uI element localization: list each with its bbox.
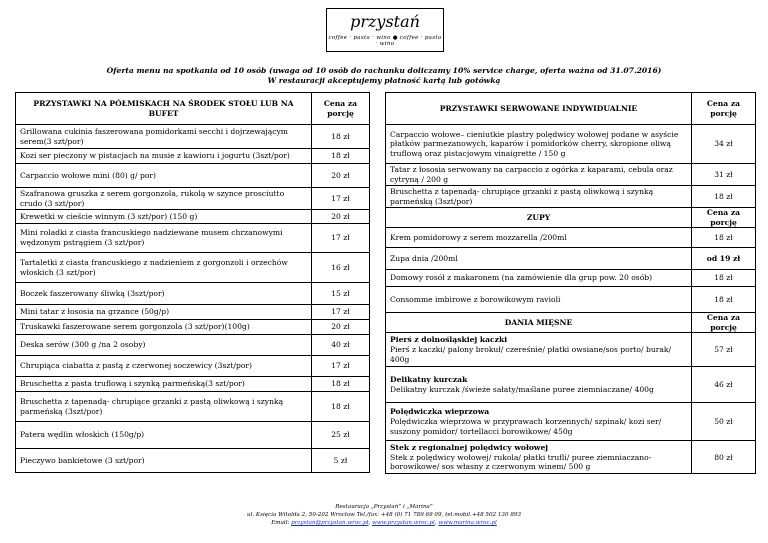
menu-item-name: Truskawki faszerowane serem gorgonzola (3 szt/por)(100g)	[16, 320, 312, 335]
menu-item-price: 17 zł	[312, 305, 370, 320]
left-section-header: PRZYSTAWKI NA PÓŁMISKACH NA ŚRODEK STOŁU LUB NA BUFET	[16, 93, 312, 125]
main-dish-title: Stek z regionalnej polędwicy wołowej	[390, 442, 549, 452]
main-dish-title: Delikatny kurczak	[390, 375, 468, 385]
menu-item-name: Boczek faszerowany śliwką (3szt/por)	[16, 283, 312, 305]
menu-item-price: 40 zł	[312, 335, 370, 356]
footer-contacts	[0, 520, 768, 527]
menu-item-name: Grillowana cukinia faszerowana pomidorkami secchi i dojrzewającym serem(3 szt/por)	[16, 125, 312, 149]
menu-item-name: Tartaletki z ciasta francuskiego z nadzieniem z gorgonzoli i orzechów włoskich (3 szt/por)	[16, 253, 312, 283]
footer-separator: ,	[368, 520, 371, 526]
offer-intro-line-1: Oferta menu na spotkania od 10 osób (uwaga od 10 osób do rachunku doliczamy 10% service charge, oferta ważna od 31.07.2016)	[106, 66, 662, 75]
menu-item-name: Mini roladki z ciasta francuskiego nadziewane musem chrzanowymi wędzonym pstrągiem (3 szt/por)	[16, 224, 312, 253]
main-dish-title: Pierś z dolnośląskiej kaczki	[390, 335, 508, 345]
menu-item-name: Bruschetta z pasta truflową i szynką parmeńską(3 szt/por)	[16, 377, 312, 392]
mains-section-header: DANIA MIĘSNE	[386, 313, 692, 333]
menu-item-price: 25 zł	[312, 422, 370, 449]
main-dish	[386, 367, 692, 403]
menu-item-price: 50 zł	[692, 403, 756, 441]
left-price-header: Cena za porcję	[312, 93, 370, 125]
menu-item-name: Pieczywo bankietowe (3 szt/por)	[16, 449, 312, 473]
menu-item-price: 34 zł	[692, 125, 756, 164]
main-dish	[386, 333, 692, 367]
menu-item-price: 18 zł	[312, 392, 370, 422]
menu-item-name: Deska serów (300 g /na 2 osoby)	[16, 335, 312, 356]
menu-item-name: Patera wędlin włoskich (150g/p)	[16, 422, 312, 449]
menu-item-name: Szafranowa gruszka z serem gorgonzola, rukolą w szynce prosciutto crudo (3 szt/por)	[16, 188, 312, 210]
soups-price-header: Cena za porcję	[692, 208, 756, 228]
website-link-przystan[interactable]: www.przystan.wroc.pl	[372, 520, 435, 526]
menu-item-price: od 19 zł	[692, 248, 756, 270]
menu-item-name: Krewetki w cieście winnym (3 szt/por) (150 g)	[16, 210, 312, 224]
soups-section-header: ZUPY	[386, 208, 692, 228]
menu-item-name: Krem pomidorowy z serem mozzarella /200ml	[386, 228, 692, 248]
right-section-header: PRZYSTAWKI SERWOWANE INDYWIDUALNIE	[386, 93, 692, 125]
menu-item-name: Carpaccio wołowe– cieniutkie plastry polędwicy wołowej podane w asyście płatków parmezanowych, kaparów i pomidorków cherry, skropione oliwą truflową oraz pistacjowym vinaigrette / 150 g	[386, 125, 692, 164]
menu-item-name: Bruschetta z tapenadą- chrupiące grzanki z pastą oliwkową i szynką parmeńską (3szt/por)	[386, 186, 692, 208]
menu-item-name: Chrupiąca ciabatta z pastą z czerwonej soczewicy (3szt/por)	[16, 356, 312, 377]
menu-item-price: 57 zł	[692, 333, 756, 367]
main-dish-title: Polędwiczka wieprzowa	[390, 407, 490, 417]
menu-item-name: Zupa dnia /200ml	[386, 248, 692, 270]
menu-item-price: 20 zł	[312, 320, 370, 335]
menu-item-price: 18 zł	[692, 186, 756, 208]
logo-name: przystań	[350, 12, 420, 31]
website-link-marina[interactable]: www.marina.wroc.pl	[438, 520, 497, 526]
menu-item-price: 18 zł	[692, 270, 756, 287]
main-dish	[386, 441, 692, 474]
menu-item-name: Consomme imbirowe z borowikowym ravioli	[386, 287, 692, 313]
menu-item-name: Tatar z łososia serwowany na carpaccio z ogórka z kaparami, cebula oraz cytryną / 200 g	[386, 164, 692, 186]
offer-intro-line-2: W restauracji akceptujemy płatność kartą lub gotówką	[267, 76, 501, 85]
email-label: Email:	[271, 520, 290, 526]
menu-item-price: 16 zł	[312, 253, 370, 283]
menu-item-price: 15 zł	[312, 283, 370, 305]
menu-item-price: 31 zł	[692, 164, 756, 186]
menu-item-price: 18 zł	[312, 377, 370, 392]
menu-item-price: 18 zł	[312, 149, 370, 164]
menu-item-price: 18 zł	[692, 287, 756, 313]
menu-item-name: Domowy rosół z makaronem (na zamówienie dla grup pow. 20 osób)	[386, 270, 692, 287]
main-dish-description: Polędwiczka wieprzowa w przyprawach korzennych/ szpinak/ kozi ser/ suszony pomidor/ tortellacci borowikowe/ 450g	[390, 417, 662, 436]
footer-separator: ,	[434, 520, 437, 526]
menu-item-name: Carpaccio wołowe mini (80) g/ por)	[16, 164, 312, 188]
footer-restaurant-name: Restauracja „Przystań” i „Marina”	[335, 504, 433, 510]
menu-item-price: 46 zł	[692, 367, 756, 403]
menu-item-price: 20 zł	[312, 210, 370, 224]
menu-item-price: 17 zł	[312, 188, 370, 210]
main-dish-description: Pierś z kaczki/ palony brokuł/ czereśnie/ płatki owsiane/sos porto/ burak/ 400g	[390, 345, 672, 364]
menu-item-name: Mini tatar z łososia na grzance (50g/p)	[16, 305, 312, 320]
menu-item-price: 17 zł	[312, 224, 370, 253]
menu-item-price: 20 zł	[312, 164, 370, 188]
restaurant-logo	[326, 8, 444, 52]
menu-item-price: 5 zł	[312, 449, 370, 473]
footer-address: ul. Księcia Witolda 2, 50-202 Wrocław Tel./fax: +48 (0) 71 789 69 09, tel.mobil.+48 502 130 893	[246, 512, 522, 518]
menu-item-price: 17 zł	[312, 356, 370, 377]
logo-tagline: coffee · pasta · wino ● coffee · pasta · wino	[328, 35, 442, 47]
menu-item-price: 18 zł	[692, 228, 756, 248]
main-dish-description: Stek z polędwicy wołowej/ rukola/ płatki trufli/ puree ziemniaczano-borowikowe/ sos własny z czerwonym winem/ 500 g	[390, 452, 652, 472]
right-price-header: Cena za porcję	[692, 93, 756, 125]
main-dish-description: Delikatny kurczak /świeże sałaty/maślane puree ziemniaczane/ 400g	[390, 384, 654, 394]
mains-price-header: Cena za porcję	[692, 313, 756, 333]
menu-item-price: 80 zł	[692, 441, 756, 474]
menu-item-name: Bruschetta z tapenadą- chrupiące grzanki z pastą oliwkową i szynką parmeńską (3szt/por)	[16, 392, 312, 422]
menu-item-name: Kozi ser pieczony w pistacjach na musie z kawioru i jogurtu (3szt/por)	[16, 149, 312, 164]
main-dish	[386, 403, 692, 441]
left-menu-table	[15, 92, 370, 473]
email-link[interactable]: przystan@przystan.wroc.pl	[291, 520, 369, 526]
right-menu-table	[385, 92, 756, 474]
menu-item-price: 18 zł	[312, 125, 370, 149]
